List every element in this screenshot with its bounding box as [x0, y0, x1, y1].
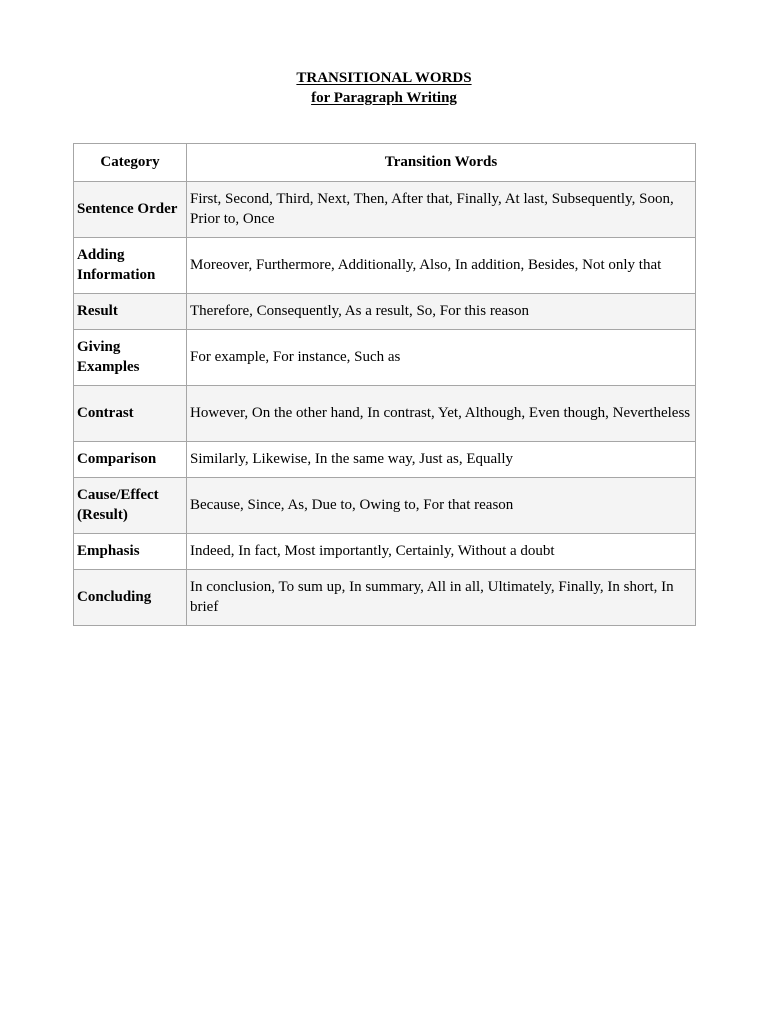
words-cell: Similarly, Likewise, In the same way, Just as, Equally: [187, 442, 696, 478]
category-cell: Adding Information: [74, 238, 187, 294]
category-cell: Result: [74, 294, 187, 330]
words-cell: First, Second, Third, Next, Then, After that, Finally, At last, Subsequently, Soon, Prior to, Once: [187, 182, 696, 238]
table-row: [74, 478, 696, 534]
table-header-row: [74, 144, 696, 182]
words-cell: Therefore, Consequently, As a result, So, For this reason: [187, 294, 696, 330]
table-row: [74, 182, 696, 238]
category-cell: Emphasis: [74, 534, 187, 570]
category-cell: Sentence Order: [74, 182, 187, 238]
document-subtitle: for Paragraph Writing: [311, 90, 457, 106]
document-header: [0, 68, 768, 108]
category-cell: Giving Examples: [74, 330, 187, 386]
words-cell: In conclusion, To sum up, In summary, All in all, Ultimately, Finally, In short, In brief: [187, 570, 696, 626]
table-row: [74, 330, 696, 386]
table-row: [74, 442, 696, 478]
category-cell: Concluding: [74, 570, 187, 626]
words-cell: However, On the other hand, In contrast, Yet, Although, Even though, Nevertheless: [187, 386, 696, 442]
table-row: [74, 570, 696, 626]
words-cell: Indeed, In fact, Most importantly, Certainly, Without a doubt: [187, 534, 696, 570]
words-cell: Because, Since, As, Due to, Owing to, For that reason: [187, 478, 696, 534]
table-row: [74, 294, 696, 330]
category-cell: Comparison: [74, 442, 187, 478]
table-row: [74, 534, 696, 570]
column-header-transition-words: Transition Words: [187, 144, 696, 182]
table-row: [74, 386, 696, 442]
category-cell: Cause/Effect (Result): [74, 478, 187, 534]
table-row: [74, 238, 696, 294]
transition-words-table: [73, 143, 696, 626]
words-cell: Moreover, Furthermore, Additionally, Also, In addition, Besides, Not only that: [187, 238, 696, 294]
document-title: TRANSITIONAL WORDS: [296, 70, 472, 86]
category-cell: Contrast: [74, 386, 187, 442]
column-header-category: Category: [74, 144, 187, 182]
words-cell: For example, For instance, Such as: [187, 330, 696, 386]
